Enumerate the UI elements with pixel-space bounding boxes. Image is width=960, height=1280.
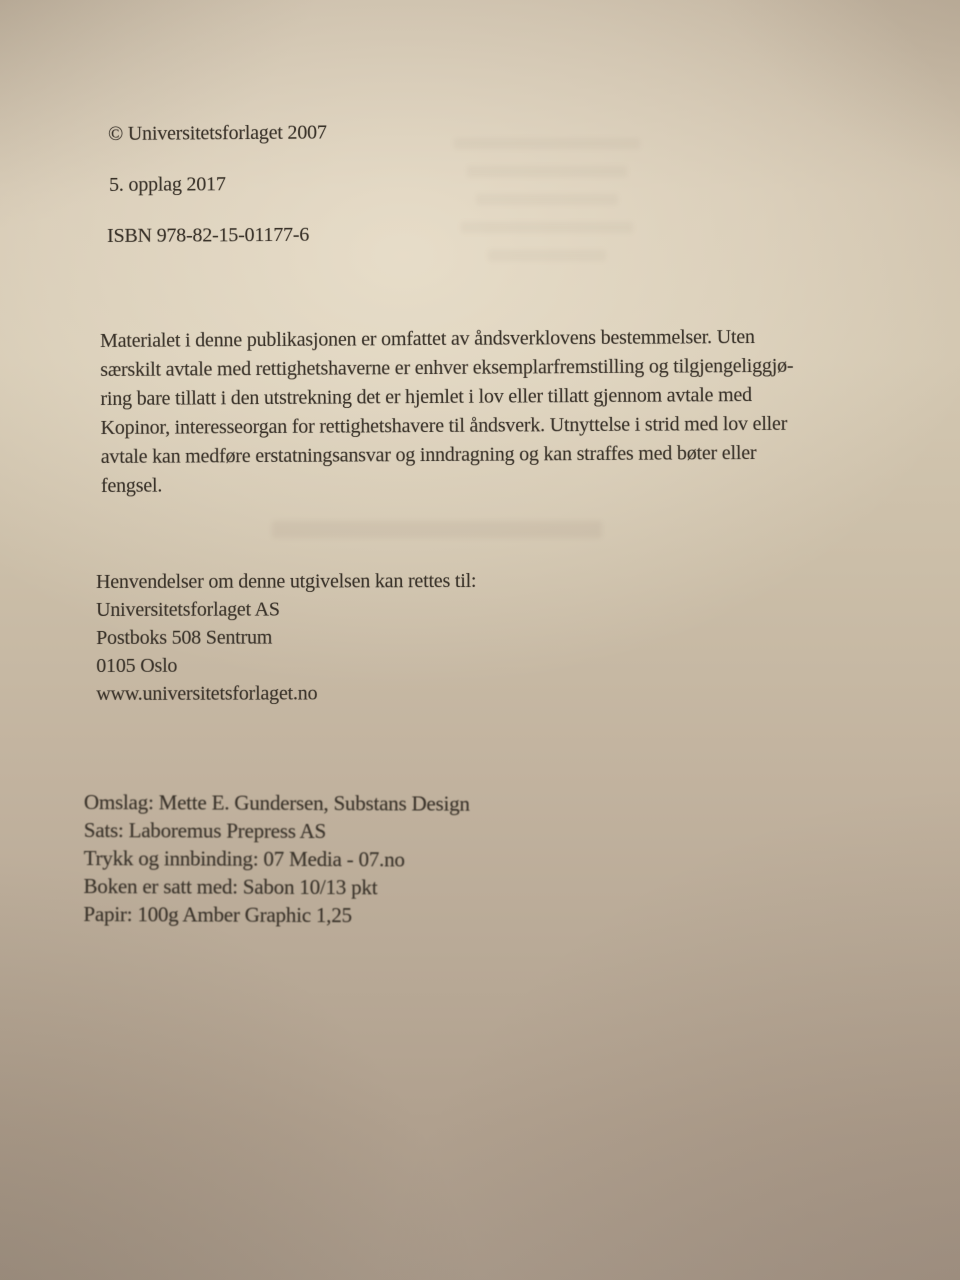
publisher-address-line: Postboks 508 Sentrum: [96, 626, 273, 649]
publisher-name: Universitetsforlaget AS: [96, 598, 280, 621]
showthrough-bar: [454, 138, 640, 149]
publisher-website: www.universitetsforlaget.no: [96, 682, 318, 705]
rights-paragraph-line: avtale kan medføre erstatningsansvar og inndragning og kan straffes med bøter eller: [100, 441, 757, 468]
showthrough-bar: [461, 222, 633, 233]
printing-credit-line: Trykk og innbinding: 07 Media - 07.no: [83, 845, 405, 872]
rights-paragraph-line: særskilt avtale med rettighetshaverne er enhver eksemplarfremstilling og tilgjengeliggjø-: [100, 354, 794, 381]
showthrough-bar: [488, 250, 606, 261]
paper-info-line: Papir: 100g Amber Graphic 1,25: [83, 901, 352, 928]
publisher-address-line: 0105 Oslo: [96, 654, 178, 677]
contact-intro-line: Henvendelser om denne utgivelsen kan rettes til:: [96, 570, 477, 593]
rights-paragraph-line: fengsel.: [100, 474, 163, 497]
showthrough-bar: [476, 194, 618, 205]
copyright-notice: © Universitetsforlaget 2007: [108, 121, 327, 145]
typesetting-credit-line: Sats: Laboremus Prepress AS: [83, 817, 327, 844]
showthrough-bar: [467, 166, 627, 177]
isbn-line: ISBN 978-82-15-01177-6: [107, 223, 310, 247]
edition-printing-line: 5. opplag 2017: [109, 173, 226, 196]
production-colophon-block: [83, 788, 469, 930]
rights-paragraph-line: Materialet i denne publikasjonen er omfattet av åndsverklovens bestemmelser. Uten: [100, 326, 755, 352]
publisher-contact-block: [96, 567, 477, 708]
rights-paragraph-line: ring bare tillatt i den utstrekning det er hjemlet i lov eller tillatt gjennom avtale med: [100, 384, 752, 410]
rights-paragraph: [100, 323, 794, 501]
page-showthrough-top: [447, 138, 647, 278]
rights-paragraph-line: Kopinor, interesseorgan for rettighetshavere til åndsverk. Utnyttelse i strid med lov eller: [100, 412, 788, 439]
page-showthrough-middle: [272, 521, 602, 538]
typeface-info-line: Boken er satt med: Sabon 10/13 pkt: [83, 873, 378, 900]
cover-credit-line: Omslag: Mette E. Gundersen, Substans Design: [83, 790, 470, 816]
